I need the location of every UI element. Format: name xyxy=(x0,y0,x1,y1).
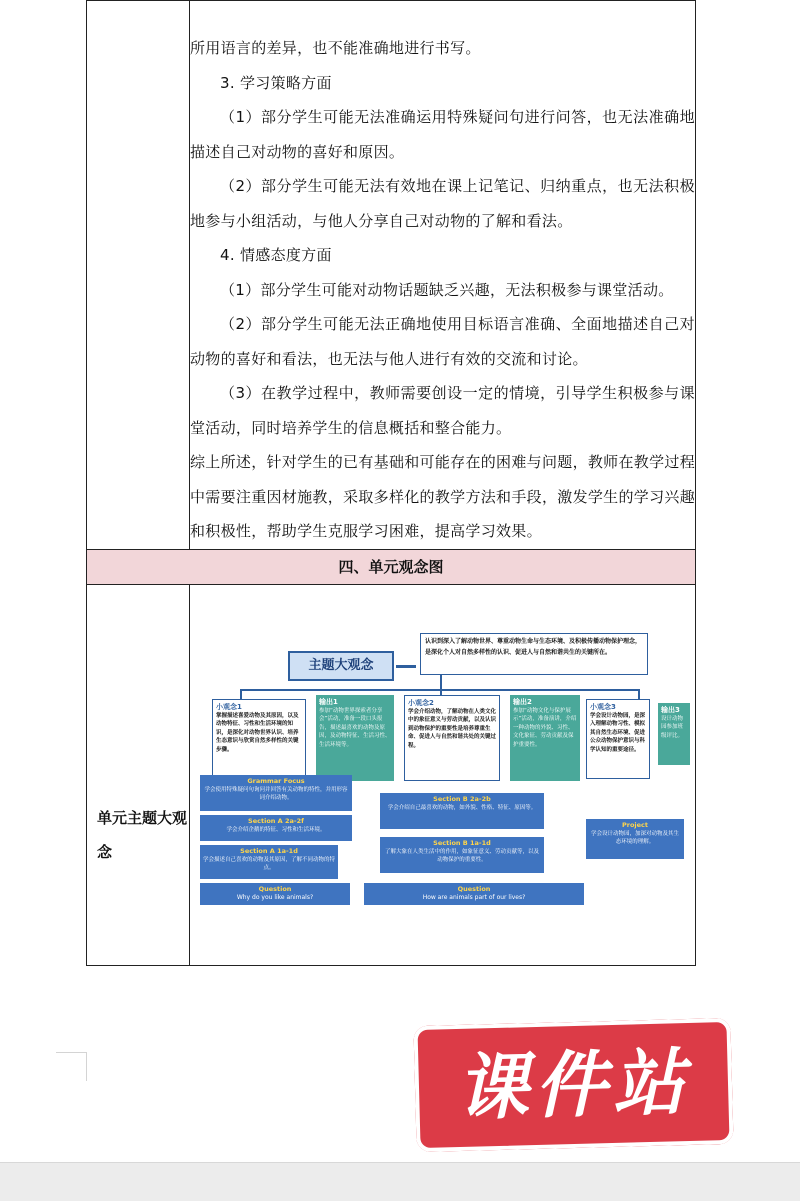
connector-line xyxy=(240,689,242,699)
section-a-2a-box xyxy=(200,815,352,841)
section-b-2a-box xyxy=(380,793,544,829)
output-3-text: 设计动物园参加班级评比。 xyxy=(661,715,684,739)
page-corner-bottom-left xyxy=(56,1052,87,1081)
section-b-2a-text: 学会介绍自己最喜欢的动物，如外貌、性格、特征、原因等。 xyxy=(387,804,537,811)
section-a-1a-box xyxy=(200,845,338,879)
section-b-1a-text: 了解大象在人类生活中的作用，如象征意义、劳动贡献等，以及动物保护的重要性。 xyxy=(384,848,539,863)
row-label: 单元主题大观念 xyxy=(97,808,188,861)
empty-left-cell xyxy=(87,1,190,550)
paragraph: 综上所述，针对学生的已有基础和可能存在的困难与问题，教师在教学过程中需要注重因材施教，采取多样化的教学方法和手段，激发学生的学习兴趣和积极性，帮助学生克服学习困难，提高学习效果。 xyxy=(190,453,695,540)
question-2-box xyxy=(364,883,584,905)
project-text: 学会设计动物园，加深对动物及其生态环境的理解。 xyxy=(590,830,679,845)
idea-3-text: 学会设计动物园，是深入理解动物习性、模拟其自然生态环境、促进公众动物保护意识与科学认知的重要途径。 xyxy=(590,712,646,753)
paragraph: 3. 学习策略方面 xyxy=(220,73,332,92)
output-2-box xyxy=(510,695,580,781)
project-box xyxy=(586,819,684,859)
output-2-head: 输出2 xyxy=(513,697,532,706)
theme-title-box: 主题大观念 xyxy=(288,651,394,681)
grammar-focus-head: Grammar Focus xyxy=(247,776,305,785)
concept-map-row xyxy=(87,584,696,966)
idea-2-head: 小观念2 xyxy=(408,698,434,707)
idea-2-box xyxy=(404,695,500,781)
idea-1-box xyxy=(212,699,306,785)
section-a-2a-text: 学会介绍企鹅的特征、习性和生活环境。 xyxy=(226,826,326,833)
watermark-text: 课件站 xyxy=(455,1039,692,1131)
question-1-text: Why do you like animals? xyxy=(236,893,314,901)
concept-map-container xyxy=(190,585,695,965)
grammar-focus-text: 学会使用特殊疑问句询问并回答有关动物的特性，并用形容词介绍动物。 xyxy=(204,786,348,801)
theme-text-box: 认识到深入了解动物世界、尊重动物生命与生态环境、及积极传播动物保护理念，是深化个人对自然多样性的认识、促进人与自然和谐共生的关键所在。 xyxy=(420,633,648,675)
unit-concept-map xyxy=(200,623,696,913)
idea-2-text: 学会介绍动物，了解动物在人类文化中的象征意义与劳动贡献，以及认识到动物保护的重要性是培养尊重生命、促进人与自然和谐共处的关键过程。 xyxy=(408,708,497,749)
paragraph: 所用语言的差异，也不能准确地进行书写。 xyxy=(190,39,481,57)
idea-1-head: 小观念1 xyxy=(216,702,242,711)
output-2-text: 参加“动物文化与保护展示”活动，准备演讲，介绍一种动物的外貌、习性、文化象征、劳动贡献及保护重要性。 xyxy=(513,707,577,748)
analysis-text-cell xyxy=(190,1,696,550)
paragraph: （2）部分学生可能无法正确地使用目标语言准确、全面地描述自己对动物的喜好和看法，也无法与他人进行有效的交流和讨论。 xyxy=(190,315,695,368)
row-label-cell xyxy=(87,584,190,966)
section-b-1a-box xyxy=(380,837,544,873)
question-1-box xyxy=(200,883,350,905)
document-table xyxy=(86,0,696,966)
paragraph: （3）在教学过程中，教师需要创设一定的情境，引导学生积极参与课堂活动，同时培养学生的信息概括和整合能力。 xyxy=(190,384,695,437)
output-1-text: 参加“动物世界探索者分享会”活动，准备一段口头报告，描述最喜欢的动物及原因，及动物特征、生活习性、生活环境等。 xyxy=(319,707,391,748)
output-3-box xyxy=(658,703,690,765)
question-1-head: Question xyxy=(258,884,292,893)
section-a-1a-head: Section A 1a-1d xyxy=(240,846,298,855)
idea-3-head: 小观念3 xyxy=(590,702,616,711)
question-2-text: How are animals part of our lives? xyxy=(422,893,526,901)
output-1-box xyxy=(316,695,394,781)
question-2-head: Question xyxy=(457,884,491,893)
output-1-head: 输出1 xyxy=(319,697,338,706)
section-a-1a-text: 学会描述自己喜欢的动物及其原因，了解不同动物的特点。 xyxy=(203,856,336,871)
connector-line xyxy=(638,689,640,699)
idea-3-box xyxy=(586,699,650,779)
section-a-2a-head: Section A 2a-2f xyxy=(248,816,304,825)
output-3-head: 输出3 xyxy=(661,705,680,714)
theme-arrow xyxy=(396,665,416,668)
paragraph: （2）部分学生可能无法有效地在课上记笔记、归纳重点，也无法积极地参与小组活动，与他人分享自己对动物的了解和看法。 xyxy=(190,177,695,230)
grammar-focus-box xyxy=(200,775,352,811)
section-b-1a-head: Section B 1a-1d xyxy=(433,838,491,847)
watermark-logo xyxy=(413,1018,733,1152)
section-heading: 四、单元观念图 xyxy=(87,549,696,584)
paragraph: （1）部分学生可能对动物话题缺乏兴趣，无法积极参与课堂活动。 xyxy=(220,280,674,299)
text-row xyxy=(87,1,696,550)
bottom-toolbar xyxy=(0,1162,800,1201)
idea-1-text: 掌握描述喜爱动物及其原因，以及动物特征、习性和生活环境的知识，是深化对动物世界认识、培养生态意识与欣赏自然多样性的关键步骤。 xyxy=(216,712,299,753)
project-head: Project xyxy=(621,820,649,829)
concept-map-cell xyxy=(190,584,696,966)
section-b-2a-head: Section B 2a-2b xyxy=(433,794,491,803)
paragraph: （1）部分学生可能无法准确运用特殊疑问句进行问答，也无法准确地描述自己对动物的喜好和原因。 xyxy=(190,108,695,161)
paragraph: 4. 情感态度方面 xyxy=(220,246,332,264)
section-heading-row xyxy=(87,549,696,584)
